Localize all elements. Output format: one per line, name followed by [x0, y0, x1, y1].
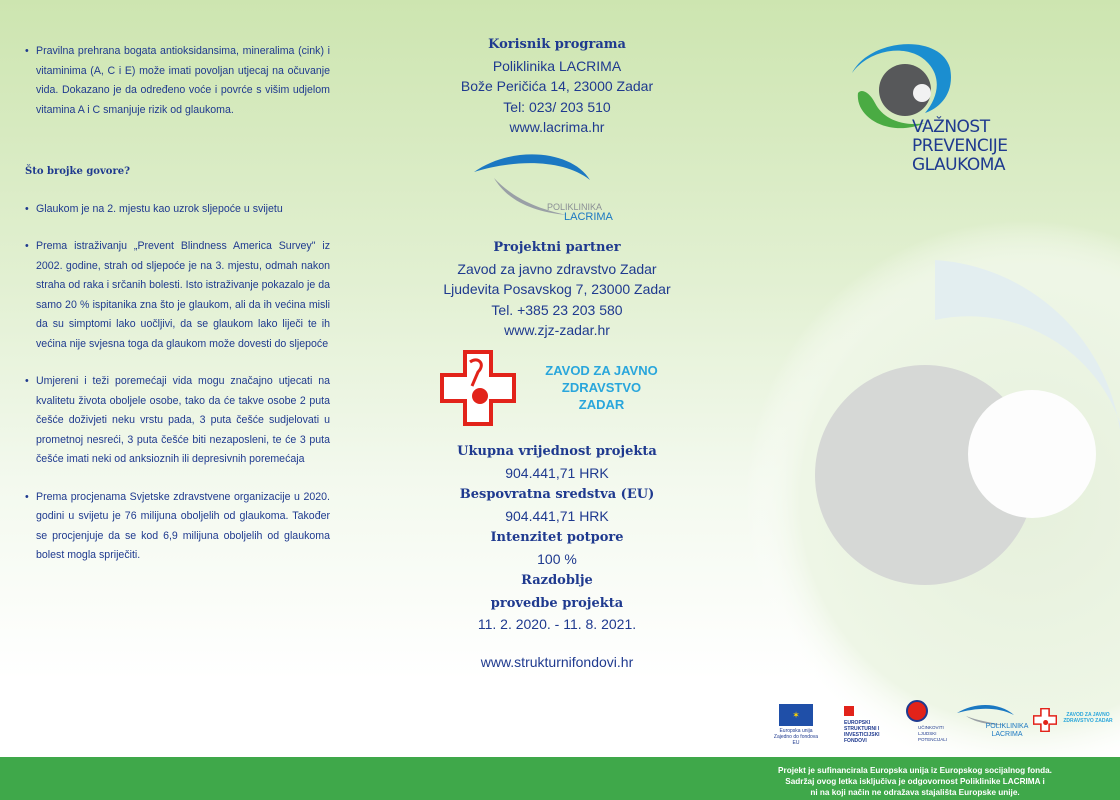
lacrima-logo-text-2: LACRIMA — [564, 211, 613, 223]
esf-logo-text: UČINKOVITI LJUDSKI POTENCIJALI — [918, 725, 948, 742]
period-label: Razdoblje — [521, 573, 593, 588]
partner-tel: Tel. +385 23 203 580 — [491, 301, 623, 318]
left-column — [25, 42, 330, 566]
funds-web-link[interactable]: www.strukturnifondovi.hr — [480, 653, 634, 670]
partner-block — [407, 236, 707, 341]
eu-flag-icon: ✶ — [779, 704, 813, 726]
beneficiary-web-link[interactable]: www.lacrima.hr — [509, 119, 605, 135]
bullet-survey: • Prema istraživanju „Prevent Blindness America Survey" iz 2002. godine, strah od sljepoće je na 3. mjestu, odmah nakon straha od raka i srčanih bolesti. Isto istraživanje pokazalo je da samo 20 % ispitanika zna što je glaukom, ali da ih većina misli da su simptomi lako uočljivi, da se glaukom lako liječi te ih većina nije svjesna toga da glaukom može dovesti do sljepoće — [25, 237, 330, 354]
bullet-impairment: • Umjereni i teži poremećaji vida mogu značajno utjecati na kvalitetu života oboljele osobe, tako da će takve osobe 2 puta češće doživjeti neku vrstu pada, 3 puta češće sudjelovati u prometnoj nesreći, 3 puta češće biti nezaposleni, te će 3 puta češće imati neki od anksioznih ili depresivnih poremećaja — [25, 372, 330, 470]
eu-logo — [772, 704, 820, 746]
cover-title: VAŽNOST PREVENCIJE GLAUKOMA — [912, 117, 1008, 175]
beneficiary-heading: Korisnik programa — [488, 37, 626, 52]
lacrima-logo — [472, 150, 632, 225]
partner-web-link[interactable]: www.zjz-zadar.hr — [504, 322, 610, 338]
zzjz-logo-text: ZAVOD ZA JAVNO ZDRAVSTVO ZADAR — [545, 363, 658, 412]
grant-label: Bespovratna sredstva (EU) — [459, 487, 655, 502]
esif-logo-text: EUROPSKI STRUKTURNI I INVESTICIJSKI FONDOVI — [844, 720, 880, 744]
grant-value: 904.441,71 HRK — [505, 507, 609, 524]
decorative-circle-white — [968, 390, 1096, 518]
beneficiary-tel: Tel: 023/ 203 510 — [503, 98, 611, 115]
partner-name: Zavod za javno zdravstvo Zadar — [457, 260, 657, 277]
esf-logo — [906, 700, 948, 743]
lacrima-logo-text: POLIKLINIKA — [547, 202, 603, 212]
period-label-2: provedbe projekta — [490, 595, 624, 611]
beneficiary-name: Poliklinika LACRIMA — [492, 57, 622, 74]
zzjz-small-text: ZAVOD ZA JAVNO ZDRAVSTVO ZADAR — [1063, 712, 1113, 724]
partner-address: Ljudevita Posavskog 7, 23000 Zadar — [443, 281, 671, 297]
total-label: Ukupna vrijednost projekta — [457, 444, 657, 459]
beneficiary-block — [407, 33, 707, 138]
bullet-ranking: • Glaukom je na 2. mjestu kao uzrok sljepoće u svijetu — [25, 200, 330, 220]
intensity-value: 100 % — [537, 550, 577, 567]
esif-logo — [822, 706, 902, 744]
eu-logo-text: Europska unija Zajedno do fondova EU — [773, 728, 819, 746]
project-info-block — [407, 440, 707, 672]
red-cross-icon — [440, 350, 516, 426]
lacrima-small-logo-text: POLIKLINIKA LACRIMA — [985, 723, 1029, 738]
lacrima-small-logo — [956, 703, 1028, 725]
bullet-nutrition: • Pravilna prehrana bogata antioksidansima, mineralima (cink) i vitaminima (A, C i E) može imati povoljan utjecaj na očuvanje vida. Dokazano je da određeno voće i povrće s višim udjelom vitamina A i C smanjuje rizik od glaukoma. — [25, 42, 330, 120]
decorative-background — [745, 200, 1120, 757]
period-value: 11. 2. 2020. - 11. 8. 2021. — [477, 616, 637, 632]
beneficiary-address: Bože Peričića 14, 23000 Zadar — [460, 78, 654, 94]
zzjz-small-cross-icon — [1033, 708, 1057, 732]
footer-disclaimer: Projekt je sufinancirala Europska unija iz Europskog socijalnog fonda. Sadržaj ovog letka isključiva je odgovornost Poliklinike LACRIMA i ni na koji način ne odražava stajališta Europske unije. — [778, 766, 1052, 797]
total-value: 904.441,71 HRK — [505, 464, 609, 481]
footer-bar — [0, 757, 1120, 800]
section-heading: Što brojke govore? — [25, 166, 130, 177]
partner-heading: Projektni partner — [493, 240, 621, 255]
intensity-label: Intenzitet potpore — [490, 530, 624, 545]
bullet-who: • Prema procjenama Svjetske zdravstvene organizacije u 2020. godini u svijetu je 76 milijuna oboljelih od glaukoma. Također se procjenjuje da se kod 6,9 milijuna oboljelih od glaukoma bolest mogla spriječiti. — [25, 488, 330, 566]
